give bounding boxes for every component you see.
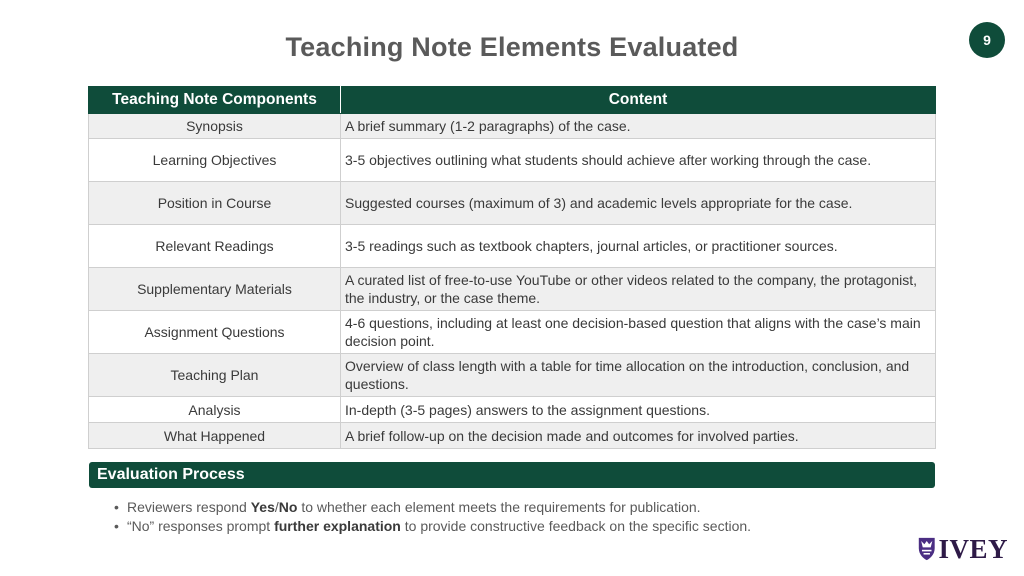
- table-row: [89, 311, 936, 354]
- component-cell: What Happened: [89, 423, 341, 449]
- component-cell: Learning Objectives: [89, 139, 341, 182]
- table-row: [89, 423, 936, 449]
- bullet-item: [114, 498, 751, 517]
- page-number: 9: [983, 32, 991, 48]
- content-cell: 3-5 readings such as textbook chapters, journal articles, or practitioner sources.: [341, 225, 936, 268]
- content-cell: Suggested courses (maximum of 3) and academic levels appropriate for the case.: [341, 182, 936, 225]
- content-cell: A curated list of free-to-use YouTube or other videos related to the company, the protagonist, the industry, or the case theme.: [341, 268, 936, 311]
- content-cell: A brief follow-up on the decision made and outcomes for involved parties.: [341, 423, 936, 449]
- evaluation-process-header: [89, 462, 935, 488]
- content-cell: 4-6 questions, including at least one decision-based question that aligns with the case’s main decision point.: [341, 311, 936, 354]
- table-row: [89, 139, 936, 182]
- table-row: [89, 114, 936, 139]
- table-row: [89, 354, 936, 397]
- bullet-bold-no: No: [278, 499, 298, 515]
- component-cell: Assignment Questions: [89, 311, 341, 354]
- table-row: [89, 397, 936, 423]
- content-cell: In-depth (3-5 pages) answers to the assignment questions.: [341, 397, 936, 423]
- header-content: Content: [341, 87, 936, 114]
- component-cell: Analysis: [89, 397, 341, 423]
- table-row: [89, 225, 936, 268]
- bullet-dot: •: [114, 518, 119, 534]
- component-cell: Supplementary Materials: [89, 268, 341, 311]
- bullet-slash: /: [274, 499, 279, 515]
- component-cell: Position in Course: [89, 182, 341, 225]
- bullet-bold-yes: Yes: [250, 499, 275, 515]
- logo-wordmark: IVEY: [938, 533, 1008, 564]
- table-header-row: [89, 87, 936, 114]
- table-row: [89, 268, 936, 311]
- evaluation-bullets: [114, 498, 751, 536]
- bullet-bold-explanation: further explanation: [274, 518, 401, 534]
- table-row: [89, 182, 936, 225]
- component-cell: Relevant Readings: [89, 225, 341, 268]
- bullet-text: to provide constructive feedback on the specific section.: [400, 518, 752, 534]
- component-cell: Synopsis: [89, 114, 341, 139]
- slide-title: Teaching Note Elements Evaluated: [285, 32, 739, 62]
- content-cell: A brief summary (1-2 paragraphs) of the case.: [341, 114, 936, 139]
- header-components: Teaching Note Components: [89, 87, 341, 114]
- bullet-text: Reviewers respond: [127, 499, 251, 515]
- ivey-logo: [918, 530, 1008, 568]
- content-cell: 3-5 objectives outlining what students should achieve after working through the case.: [341, 139, 936, 182]
- evaluation-header-label: Evaluation Process: [97, 466, 245, 483]
- shield-crest-icon: [918, 534, 935, 564]
- bullet-item: [114, 517, 751, 536]
- bullet-dot: •: [114, 499, 119, 515]
- component-cell: Teaching Plan: [89, 354, 341, 397]
- content-cell: Overview of class length with a table for time allocation on the introduction, conclusion, and questions.: [341, 354, 936, 397]
- bullet-text: to whether each element meets the requirements for publication.: [297, 499, 701, 515]
- teaching-note-table: [88, 86, 936, 449]
- bullet-text: “No” responses prompt: [127, 518, 275, 534]
